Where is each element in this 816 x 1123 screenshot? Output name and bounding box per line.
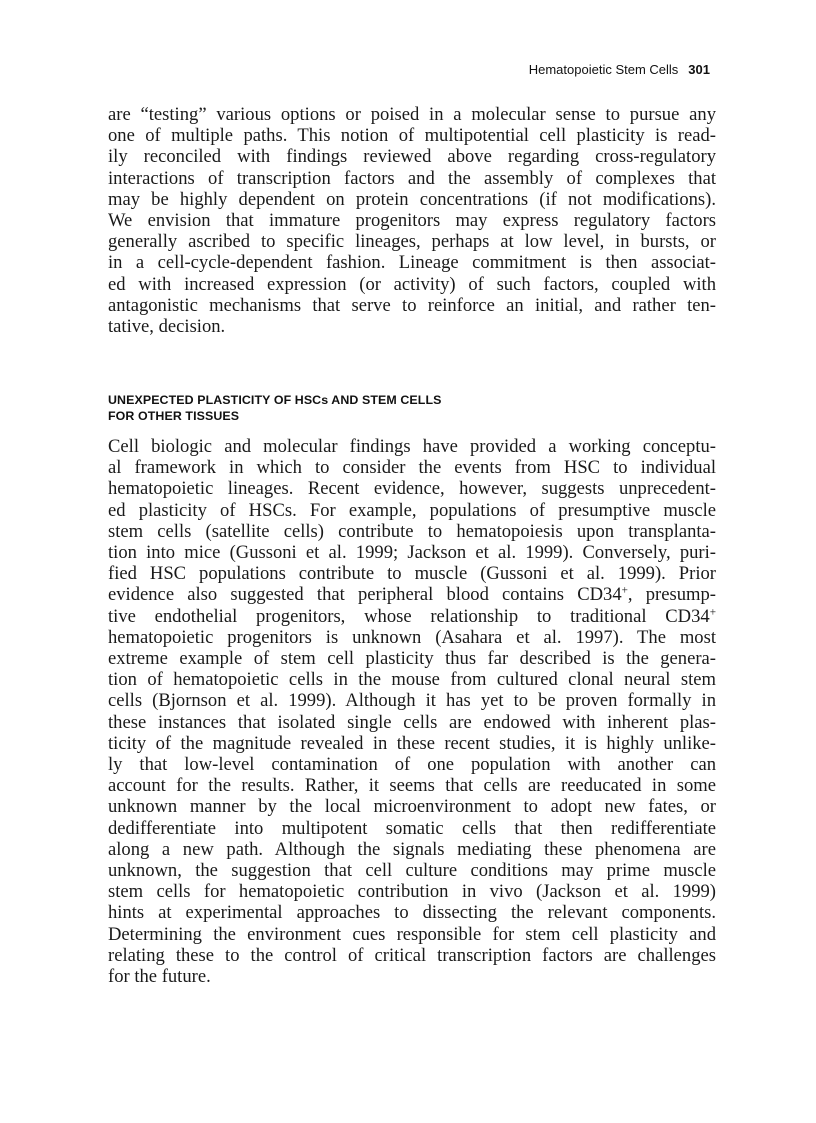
text-line: al framework in which to consider the events from HSC to individual: [108, 457, 716, 479]
text-line: ily reconciled with findings reviewed above regarding cross-regulatory: [108, 146, 716, 168]
page-number: 301: [688, 62, 710, 77]
text-line: fied HSC populations contribute to muscle (Gussoni et al. 1999). Prior: [108, 563, 716, 585]
text-line: interactions of transcription factors and the assembly of complexes that: [108, 167, 716, 189]
text-line: account for the results. Rather, it seems that cells are reeducated in some: [108, 775, 716, 797]
text-line: ed with increased expression (or activity) of such factors, coupled with: [108, 273, 716, 295]
text-line: generally ascribed to specific lineages, perhaps at low level, in bursts, or: [108, 231, 716, 253]
text-line: tative, decision.: [108, 316, 226, 338]
text-line: in a cell-cycle-dependent fashion. Lineage commitment is then associat-: [108, 252, 716, 274]
text-line: ed plasticity of HSCs. For example, populations of presumptive muscle: [108, 499, 716, 521]
text-line: relating these to the control of critical transcription factors are challenges: [108, 944, 716, 966]
text-line: cells (Bjornson et al. 1999). Although it has yet to be proven formally in: [108, 690, 716, 712]
running-head: [529, 62, 710, 77]
text-line: stem cells (satellite cells) contribute to hematopoiesis upon transplanta-: [108, 520, 716, 542]
text-line: these instances that isolated single cells are endowed with inherent plas-: [108, 711, 716, 733]
text-line: one of multiple paths. This notion of multipotential cell plasticity is read-: [108, 125, 716, 147]
text-line: are “testing” various options or poised in a molecular sense to pursue any: [108, 104, 716, 125]
text-line: dedifferentiate into multipotent somatic cells that then redifferentiate: [108, 817, 716, 839]
paragraph-1: [108, 104, 716, 337]
text-line: Determining the environment cues responsible for stem cell plasticity and: [108, 923, 716, 945]
text-line: evidence also suggested that peripheral blood contains CD34+, presump-: [108, 584, 716, 606]
text-line: may be highly dependent on protein concentrations (if not modifications).: [108, 188, 716, 210]
text-line: hints at experimental approaches to dissecting the relevant components.: [108, 902, 716, 924]
text-line: along a new path. Although the signals mediating these phenomena are: [108, 838, 716, 860]
running-head-title: Hematopoietic Stem Cells: [528, 62, 679, 77]
superscript-plus: +: [709, 605, 716, 618]
text-line: We envision that immature progenitors may express regulatory factors: [108, 210, 716, 232]
text-line: unknown, the suggestion that cell culture conditions may prime muscle: [108, 860, 716, 882]
text-line: ly that low-level contamination of one population with another can: [108, 754, 716, 776]
text-line: hematopoietic progenitors is unknown (Asahara et al. 1997). The most: [108, 626, 716, 648]
section-heading-line-2: FOR OTHER TISSUES: [108, 409, 240, 423]
text-line: tion of hematopoietic cells in the mouse from cultured clonal neural stem: [108, 669, 716, 691]
text-line: antagonistic mechanisms that serve to reinforce an initial, and rather ten-: [108, 294, 716, 316]
section-heading-line-1: UNEXPECTED PLASTICITY OF HSCs AND STEM CELLS: [108, 393, 442, 407]
text-line: ticity of the magnitude revealed in these recent studies, it is highly unlike-: [108, 732, 716, 754]
superscript-plus: +: [621, 584, 628, 597]
text-line: stem cells for hematopoietic contribution in vivo (Jackson et al. 1999): [108, 881, 716, 903]
text-line: Cell biologic and molecular findings have provided a working conceptu-: [108, 436, 716, 457]
paragraph-2: [108, 436, 716, 987]
text-line: tion into mice (Gussoni et al. 1999; Jackson et al. 1999). Conversely, puri-: [108, 542, 716, 564]
section-heading: [108, 392, 441, 424]
text-line: extreme example of stem cell plasticity thus far described is the genera-: [108, 648, 716, 670]
text-line: tive endothelial progenitors, whose relationship to traditional CD34+: [108, 605, 716, 627]
text-line: unknown manner by the local microenvironment to adopt new fates, or: [108, 796, 716, 818]
text-line: for the future.: [108, 966, 211, 988]
text-line: hematopoietic lineages. Recent evidence, however, suggests unprecedent-: [108, 478, 716, 500]
